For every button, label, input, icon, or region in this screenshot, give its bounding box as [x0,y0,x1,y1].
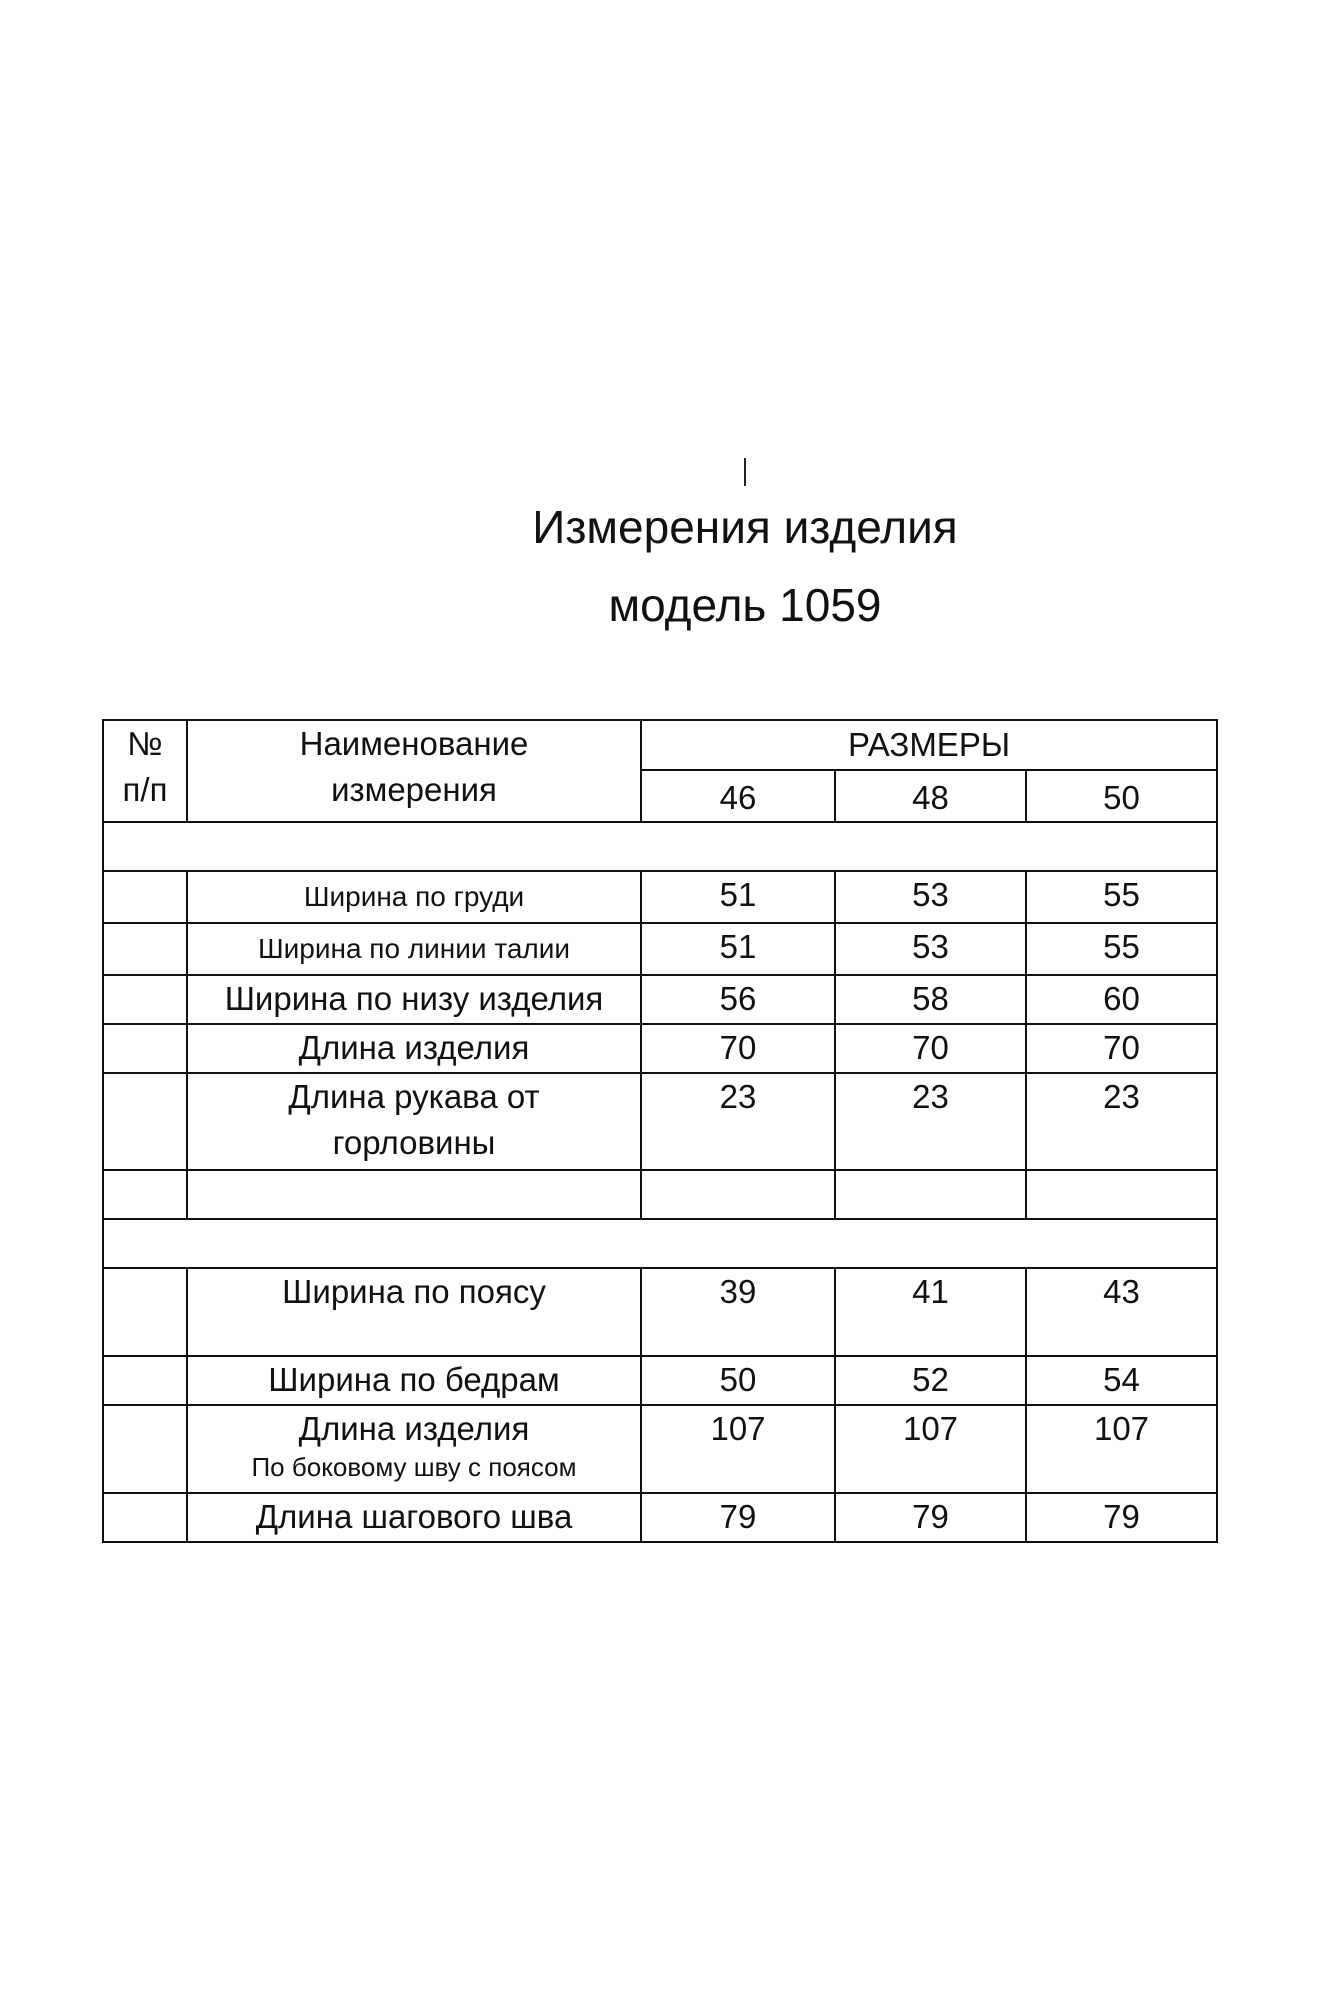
table-row [103,1493,1217,1542]
value-cell: 55 [1026,871,1217,923]
table-row [103,1268,1217,1356]
value-cell: 56 [641,975,835,1024]
name-header-line2: измерения [331,771,497,808]
value-cell: 107 [1026,1405,1217,1493]
value-cell: 79 [1026,1493,1217,1542]
measurements-table [102,719,1218,1543]
value-cell: 53 [835,871,1026,923]
table-row [103,1024,1217,1073]
size-46: 46 [641,770,835,822]
value-cell: 50 [641,1356,835,1405]
value-cell: 23 [641,1073,835,1170]
name-header-line1: Наименование [299,725,529,762]
table-row [103,871,1217,923]
table-row [103,923,1217,975]
value-cell: 107 [835,1405,1026,1493]
number-header-line1: № [127,725,163,762]
measurement-name [187,1405,641,1493]
number-header [103,720,187,822]
size-48: 48 [835,770,1026,822]
value-cell: 43 [1026,1268,1217,1356]
table-row [103,1073,1217,1170]
section-separator-row [103,822,1217,871]
value-cell: 70 [641,1024,835,1073]
value-cell: 39 [641,1268,835,1356]
value-cell: 51 [641,923,835,975]
measurement-name: Ширина по линии талии [187,923,641,975]
table-row [103,975,1217,1024]
value-cell: 52 [835,1356,1026,1405]
table-row [103,1356,1217,1405]
table-row [103,1405,1217,1493]
number-header-line2: п/п [122,771,168,808]
value-cell: 54 [1026,1356,1217,1405]
table-header-row [103,720,1217,770]
model-number: модель 1059 [608,579,882,631]
measurement-note: По боковому шву с поясом [251,1452,577,1482]
value-cell: 60 [1026,975,1217,1024]
measurement-name-text: Длина изделия [298,1410,530,1447]
value-cell: 55 [1026,923,1217,975]
value-cell: 70 [835,1024,1026,1073]
measurement-name: Ширина по поясу [187,1268,641,1356]
sizes-header: РАЗМЕРЫ [641,720,1217,770]
value-cell: 23 [1026,1073,1217,1170]
value-cell: 23 [835,1073,1026,1170]
measurement-name: Длина изделия [187,1024,641,1073]
value-cell: 107 [641,1405,835,1493]
value-cell: 58 [835,975,1026,1024]
document-title: Измерения изделия [532,501,958,553]
measurement-name: Ширина по груди [187,871,641,923]
value-cell: 41 [835,1268,1026,1356]
name-header [187,720,641,822]
measurement-name: Ширина по низу изделия [187,975,641,1024]
value-cell: 79 [641,1493,835,1542]
measurement-name: Длина шагового шва [187,1493,641,1542]
size-50: 50 [1026,770,1217,822]
measurement-name-text: Длина рукава от горловины [288,1078,540,1161]
empty-row [103,1170,1217,1219]
value-cell: 51 [641,871,835,923]
text-cursor [744,458,746,486]
measurement-name [187,1073,641,1170]
value-cell: 70 [1026,1024,1217,1073]
value-cell: 79 [835,1493,1026,1542]
value-cell: 53 [835,923,1026,975]
measurement-name: Ширина по бедрам [187,1356,641,1405]
section-separator-row [103,1219,1217,1268]
